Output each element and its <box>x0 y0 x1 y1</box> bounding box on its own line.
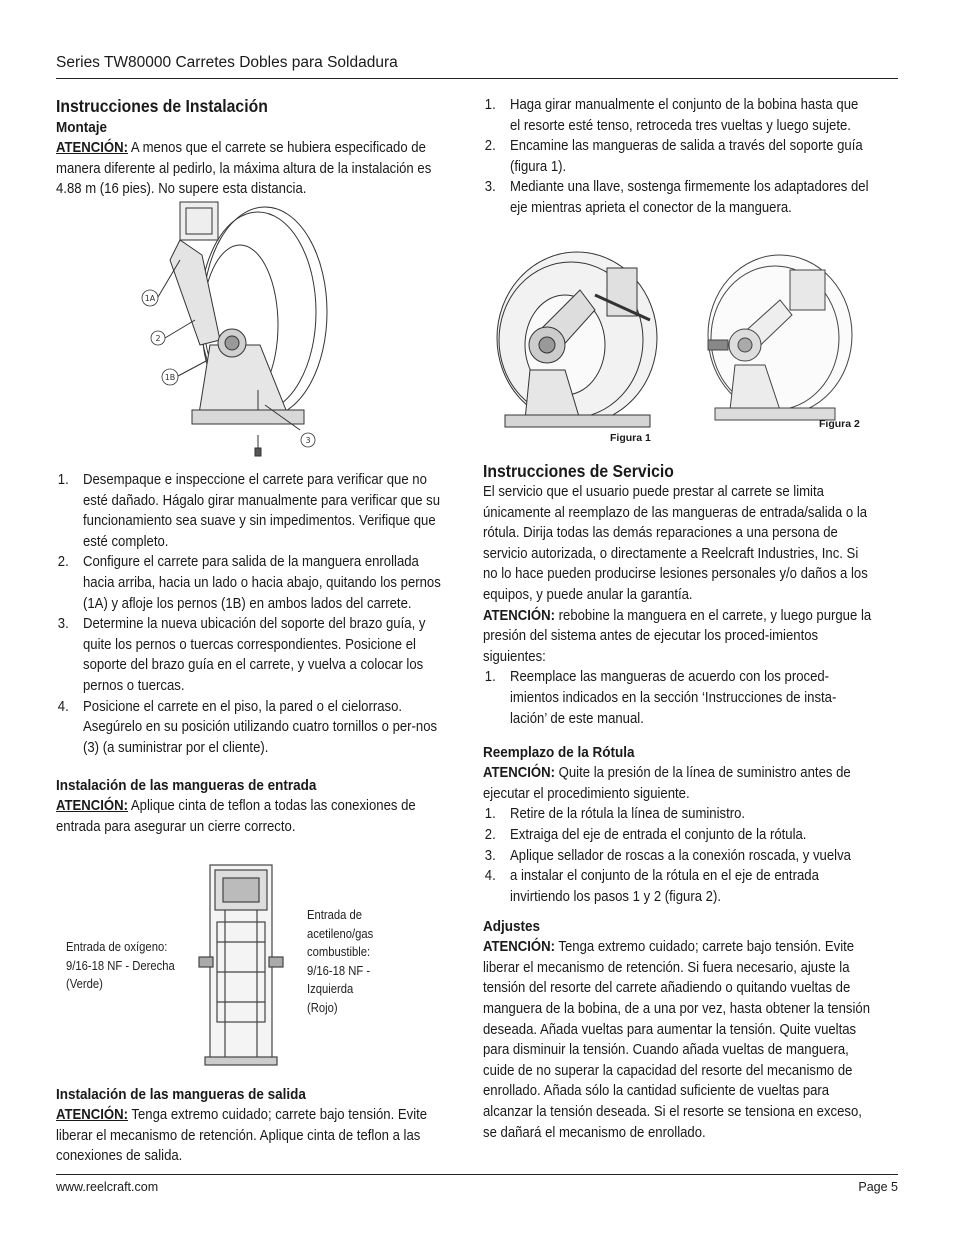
figure-1-reel <box>485 250 660 445</box>
outlet-title: Instalación de las mangueras de salida <box>56 1086 306 1103</box>
swivel-attention <box>483 763 872 804</box>
list-item: 1. Desempaque e inspeccione el carrete para verificar que no esté dañado. Hágalo girar manualmente para verificar que su funcionamiento sea suave y sin impedimentos. Verifique que esté completo. <box>57 472 441 550</box>
callout-3: 3 <box>305 436 311 445</box>
list-item: 2. Configure el carrete para salida de la manguera enrollada hacia arriba, hacia un lado o hacia abajo, quitando los pernos (1A) y afloje los pernos (1B) en ambos lados del carrete. <box>57 554 441 612</box>
outlet-attention <box>56 1105 441 1167</box>
list-item: 4. a instalar el conjunto de la rótula en el eje de entrada invirtiendo los pasos 1 y 2 (figura 2). <box>484 868 819 905</box>
service-block <box>483 460 872 1143</box>
callout-1b: 1B <box>164 373 176 382</box>
install-steps <box>56 470 441 758</box>
list-item: 1. Haga girar manualmente el conjunto de la bobina hasta que el resorte esté tenso, retroceda tres vueltas y luego sujete. <box>484 97 859 134</box>
attention-label: ATENCIÓN: <box>56 140 128 156</box>
service-steps <box>483 667 872 729</box>
swivel-steps <box>483 804 872 907</box>
list-item: 4. Posicione el carrete en el piso, la pared o el cielorraso. Asegúrelo en su posición utilizando cuatro tornillos o per-nos (3) (a suministrar por el cliente). <box>57 698 438 756</box>
attention-label: ATENCIÓN: <box>483 607 555 624</box>
attention-label: ATENCIÓN: <box>56 1107 128 1123</box>
figure-1-caption: Figura 1 <box>610 432 651 444</box>
list-item: 2. Encamine las mangueras de salida a través del soporte guía (figura 1). <box>484 138 863 175</box>
footer-page-number: Page 5 <box>858 1180 898 1194</box>
inlet-attention <box>56 796 441 837</box>
install-top-block <box>56 95 441 200</box>
inlet-front-figure <box>195 862 305 1067</box>
service-title: Instrucciones de Servicio <box>483 461 674 481</box>
list-item: 1. Reemplace las mangueras de acuerdo con los proced-imientos indicados en la sección ‘Instrucciones de insta-lación’ de este manual. <box>484 669 837 727</box>
header-rule <box>56 78 898 79</box>
attention-text: Quite la presión de la línea de suministro antes de ejecutar el procedimiento siguiente. <box>483 765 851 802</box>
callout-1a: 1A <box>144 294 156 303</box>
list-item: 2. Extraiga del eje de entrada el conjunto de la rótula. <box>484 826 807 843</box>
list-item: 3. Aplique sellador de roscas a la conexión roscada, y vuelva <box>484 847 851 864</box>
fuel-inlet-caption: Entrada de acetileno/gas combustible: 9/16-18 NF - Izquierda (Rojo) <box>307 908 374 1015</box>
oxygen-inlet-caption: Entrada de oxígeno: 9/16-18 NF - Derecha (Verde) <box>66 940 175 992</box>
service-attention <box>483 606 872 668</box>
attention-text: Aplique cinta de teflon a todas las conexiones de entrada para asegurar un cierre correcto. <box>56 798 416 835</box>
list-item: 3. Mediante una llave, sostenga firmemente los adaptadores del eje mientras aprieta el conector de la manguera. <box>484 179 869 216</box>
figure-2-caption: Figura 2 <box>819 418 860 430</box>
install-title: Instrucciones de Instalación <box>56 96 268 116</box>
mounting-attention <box>56 138 441 200</box>
footer-url: www.reelcraft.com <box>56 1180 159 1194</box>
service-text: El servicio que el usuario puede prestar al carrete se limita únicamente al reemplazo de las mangueras de entrada/salida o la rótula. Dirija todas las demás reparaciones a una persona de servicio autorizada, o directamente a Reelcraft Industries, Inc. Si no lo hace pueden producirse lesiones personales y/o daños a los equipos, y puede anular la garantía. <box>483 484 868 603</box>
attention-text: Tenga extremo cuidado; carrete bajo tensión. Evite liberar el mecanismo de retención. Aplique cinta de teflon a las conexiones de salida. <box>56 1107 428 1165</box>
swivel-title: Reemplazo de la Rótula <box>483 744 635 762</box>
outlet-steps <box>483 95 872 219</box>
install-steps-block <box>56 470 441 838</box>
callout-2: 2 <box>155 334 161 343</box>
attention-text: Tenga extremo cuidado; carrete bajo tensión. Evite liberar el mecanismo de retención. Si fuera necesario, ajuste la tensión del resorte del carrete añadiendo o quitando vueltas de manguera de la bobina, de a una por vez, hasta obtener la tensión deseada. Añada vueltas para aumentar la tensión. Quite vueltas para disminuir la tensión. Cuando añada vueltas de manguera, cuide de no superar la capacidad del resorte del mecanismo de enrollado. Añada sólo la cantidad suficiente de vueltas para alcanzar la tensión deseada. Si el resorte se tensiona en exceso, se dañará el mecanismo de enrollado. <box>483 939 871 1141</box>
attention-label: ATENCIÓN: <box>483 939 555 956</box>
mounting-title: Montaje <box>56 119 108 136</box>
list-item: 1. Retire de la rótula la línea de suministro. <box>484 806 746 823</box>
reel-callout-figure <box>140 200 340 470</box>
attention-label: ATENCIÓN: <box>56 798 128 815</box>
attention-text: A menos que el carrete se hubiera especificado de manera diferente al pedirlo, la máxima altura de la instalación es 4.88 m (16 pies). No supere esta distancia. <box>56 140 432 198</box>
adjust-title: Adjustes <box>483 918 541 936</box>
outlet-steps-block <box>483 95 872 219</box>
outlet-block <box>56 1085 441 1167</box>
page-header-title: Series TW80000 Carretes Dobles para Soldadura <box>56 54 398 71</box>
figure-2-reel <box>690 250 865 435</box>
adjust-attention <box>483 937 872 1143</box>
list-item: 3. Determine la nueva ubicación del soporte del brazo guía, y quite los pernos o tuercas correspondientes. Posicione el soporte del brazo guía en el carrete, y vuelva a colocar los pernos o tuercas. <box>57 616 426 694</box>
footer-rule <box>56 1174 898 1175</box>
attention-label: ATENCIÓN: <box>483 765 555 782</box>
inlet-title: Instalación de las mangueras de entrada <box>56 777 317 795</box>
attention-text: rebobine la manguera en el carrete, y luego purgue la presión del sistema antes de ejecutar los proced-imientos siguientes: <box>483 607 872 665</box>
